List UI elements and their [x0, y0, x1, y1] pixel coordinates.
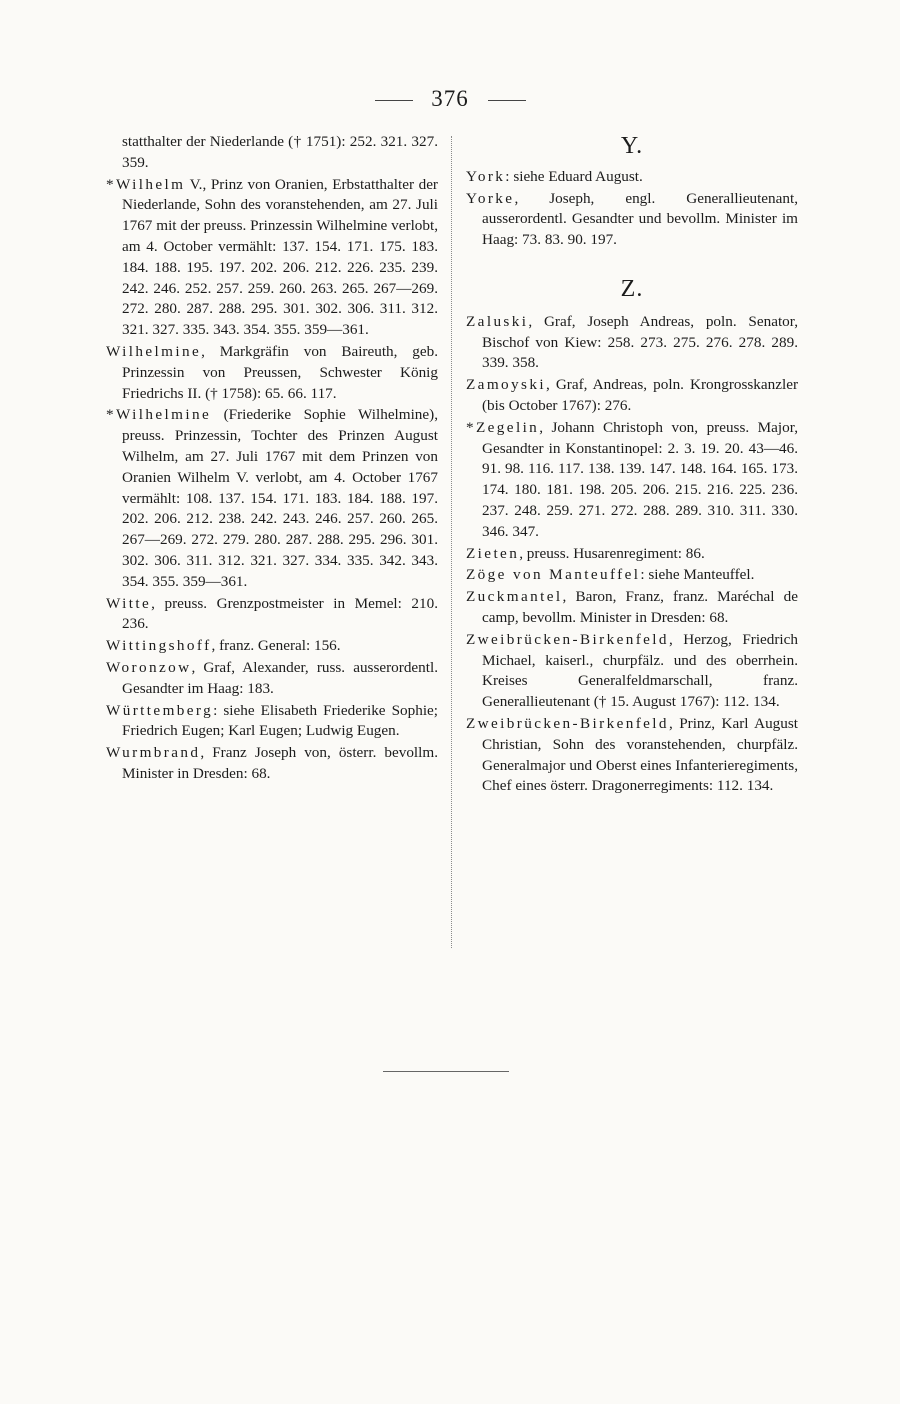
page-header: [0, 86, 900, 112]
entry-name: Württemberg: [106, 701, 214, 719]
index-entry: [106, 405, 438, 592]
page-number: 376: [431, 86, 469, 111]
entry-text: : siehe Elisabeth Friederike Sophie; Friedrich Eugen; Karl Eugen; Ludwig Eugen.: [122, 701, 438, 740]
entry-text: , Baron, Franz, franz. Maréchal de camp, bevollm. Minister in Dresden: 68.: [482, 588, 798, 626]
index-entry: [466, 189, 798, 251]
column-divider: [451, 136, 452, 948]
entry-text: (Friederike Sophie Wilhelmine), preuss. Prinzessin, Tochter des Prinzen August Wilhelm, am 27. Juli 1767 mit dem Prinzen von Oranien Wilhelm V. verlobt, am 4. October 1767 vermählt: 108. 137. 154. 171. 183. 184. 188. 197. 202. 206. 212. 238. 242. 243. 246. 257. 260. 265. 267—269. 272. 279. 280. 287. 288. 295. 296. 301. 302. 306. 311. 312. 321. 327. 334. 335. 342. 343. 354. 355. 359—361.: [122, 406, 438, 590]
index-entry: [466, 312, 798, 374]
entry-name: Zöge von Manteuffel: [466, 566, 641, 584]
entry-text: , Graf, Andreas, poln. Krongrosskanzler (bis October 1767): 276.: [482, 376, 798, 414]
index-entry: [466, 630, 798, 713]
entry-name: Wilhelmine: [106, 342, 202, 360]
entry-text: , preuss. Grenzpostmeister in Memel: 210. 236.: [122, 594, 438, 633]
end-rule: [383, 1071, 509, 1072]
index-entry: [466, 544, 798, 565]
entry-name: York: [466, 167, 506, 185]
entry-name: *Wilhelm: [106, 175, 186, 193]
index-entry: [106, 701, 438, 743]
index-entry: [466, 565, 798, 586]
entry-name: Yorke: [466, 189, 515, 207]
entry-text: , franz. General: 156.: [211, 637, 341, 655]
header-rule-left: [375, 100, 413, 101]
left-column: [106, 132, 438, 786]
entry-text: , Markgräfin von Baireuth, geb. Prinzessin von Preussen, Schwester König Friedrichs II. († 1758): 65. 66. 117.: [122, 342, 438, 402]
entry-name: Zuckmantel: [466, 588, 563, 606]
entry-text: , Graf, Alexander, russ. ausserordentl. Gesandter im Haag: 183.: [122, 658, 438, 697]
index-entry: [106, 594, 438, 636]
index-entry: [106, 175, 438, 341]
entry-text: , Prinz, Karl August Christian, Sohn des voranstehenden, churpfälz. Generalmajor und Oberst eines Infanterieregiments, Chef eines österr. Dragonerregiments: 112. 134.: [482, 714, 798, 795]
index-entry: [106, 743, 438, 785]
entry-name: Wittingshoff: [106, 637, 212, 655]
entry-text: , Johann Christoph von, preuss. Major, Gesandter in Konstantinopel: 2. 3. 19. 20. 43—46. 91. 98. 116. 117. 138. 139. 147. 148. 164. 165. 173. 174. 180. 181. 198. 205. 206. 215. 216. 225. 236. 237. 248. 259. 271. 272. 288. 289. 310. 311. 330. 346. 347.: [482, 418, 798, 540]
entry-name: Zweibrücken-Birkenfeld: [466, 714, 669, 732]
entry-name: *Zegelin: [466, 418, 540, 436]
entry-name: Zaluski: [466, 312, 529, 330]
entry-name: Woronzow: [106, 658, 192, 676]
entry-text: , Joseph, engl. Generallieutenant, ausserordentl. Gesandter und bevollm. Minister im Haag: 73. 83. 90. 197.: [482, 189, 798, 249]
entry-name: Wurmbrand: [106, 744, 201, 762]
index-entry: [466, 587, 798, 629]
entry-text: statthalter der Niederlande († 1751): 252. 321. 327. 359.: [122, 133, 438, 171]
index-entry: [106, 342, 438, 404]
entry-text: : siehe Eduard August.: [505, 167, 643, 185]
header-rule-right: [488, 100, 526, 101]
entry-name: Witte: [106, 594, 152, 612]
index-entry: [466, 418, 798, 543]
entry-name: Zieten: [466, 544, 520, 562]
section-heading-y: Y.: [620, 133, 644, 159]
index-entry: [106, 132, 438, 174]
index-entry: [466, 714, 798, 797]
entry-text: , Franz Joseph von, österr. bevollm. Minister in Dresden: 68.: [122, 744, 438, 782]
right-column: [466, 132, 798, 798]
entry-text: , Herzog, Friedrich Michael, kaiserl., churpfälz. und des oberrhein. Kreises Generalfeldmarschall, franz. Generallieutenant († 15. August 1767): 112. 134.: [482, 630, 798, 711]
entry-name: *Wilhelmine: [106, 406, 212, 424]
entry-text: , preuss. Husarenregiment: 86.: [519, 544, 705, 562]
index-entry: [466, 167, 798, 188]
entry-text: , Graf, Joseph Andreas, poln. Senator, Bischof von Kiew: 258. 273. 275. 276. 278. 289. 339. 358.: [482, 312, 798, 372]
index-entry: [106, 636, 438, 657]
entry-name: Zweibrücken-Birkenfeld: [466, 630, 669, 648]
index-entry: [466, 375, 798, 417]
entry-text: V., Prinz von Oranien, Erbstatthalter der Niederlande, Sohn des voranstehenden, am 27. Juli 1767 mit der preuss. Prinzessin Wilhelmine verlobt, am 4. October vermählt: 137. 154. 171. 175. 183. 184. 188. 195. 197. 202. 206. 212. 226. 235. 239. 242. 246. 252. 257. 259. 260. 263. 265. 267—269. 272. 280. 287. 288. 295. 301. 302. 306. 311. 312. 321. 327. 335. 343. 354. 355. 359—361.: [122, 175, 438, 339]
entry-text: : siehe Manteuffel.: [640, 566, 755, 584]
section-heading-z: Z.: [620, 275, 644, 302]
entry-name: Zamoyski: [466, 376, 546, 394]
index-entry: [106, 658, 438, 700]
